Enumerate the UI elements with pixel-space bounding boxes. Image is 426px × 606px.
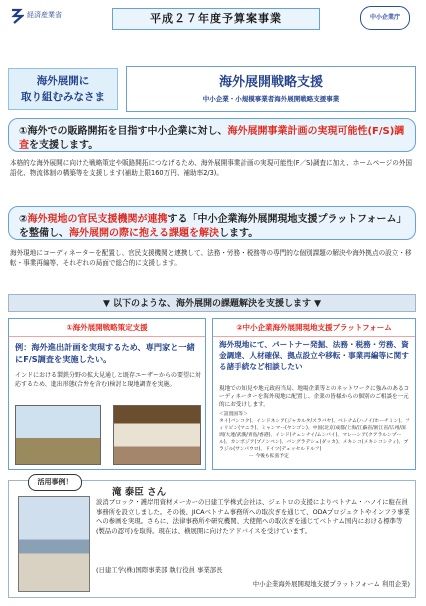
platform-support-body: 現地での知見や地元政府当局、地場企業等とのネットワークに強みのあるコーディネーターを海外現地に配置し、企業の皆様からの個別のご相談を一元的にお受けします。 [219, 386, 410, 409]
section2-lead-box [8, 206, 416, 240]
strategy-support-heading: ①海外展開戦略策定支援 [9, 319, 205, 337]
case-person-name: 滝 泰臣 さん [112, 487, 167, 498]
program-subtitle: 中小企業・小規模事業者海外展開戦略支援事業 [202, 95, 340, 103]
section2-lead-e: します。 [219, 228, 259, 239]
sme-agency-badge: 中小企業庁 [360, 6, 410, 30]
platform-support-heading: ②中小企業海外展開現地支援プラットフォーム [213, 319, 415, 337]
section2-lead-c: する「中小企業海外展開現地支援プラットフォーム」を整備し、 [19, 214, 402, 239]
section2-lead-highlight2: 海外展開の際に抱える課題を解決 [69, 228, 219, 239]
section1-lead-c: を支援します。 [29, 140, 99, 151]
factory-site-photo [15, 405, 101, 465]
case-platform-footer: 中小企業海外展開現地支援プラットフォーム 利用企業) [252, 580, 410, 588]
platform-country-list-head: ＜設置国等＞ [219, 412, 248, 417]
platform-country-list-items: タイ(バンコク)、インドネシア(ジャカルタ/スラバヤ)、ベトナム(ハノイ/ホーチミン)、フィリピン(マニラ)、ミャンマー(ヤンゴン)、中国(北京/成都/上海/江蘇省/浙江省/広州/深圳/大連/武漢/青島/香港)、インド(チェンナイ/ムンバイ)、マレーシア(クアラルンプール)、カンボジア(プノンペン)、バングラデシュ(ダッカ)、メキシコ(メキシコシティ)、ブラジル(サンパウロ)、ドイツ(デュッセルドルフ) [219, 419, 410, 452]
ministry-logo [10, 8, 70, 26]
section1-lead-box [8, 118, 416, 152]
case-company: (日建工学(株)国際事業部 執行役員 事業部長 [96, 566, 223, 574]
ministry-name: 経済産業省 [27, 11, 62, 19]
audience-heading [8, 68, 118, 110]
program-title: 海外展開戦略支援 [218, 75, 323, 90]
meti-logo-icon [10, 8, 24, 24]
section1-lead-a: ①海外での販路開拓を目指す中小企業に対し、 [19, 126, 228, 137]
section2-lead-a: ② [19, 214, 28, 225]
strategy-support-example: 例：海外進出計画を実現するため、専門家と一緒にF/S調査を実施したい。 [15, 342, 195, 364]
section1-body: 本格的な海外展開に向けた戦略策定や販路開拓につなげるため、海外展開事業計画の実現可能性(F／S)調査に加え、ホームページの外国語化、物流体制の構築等を支援します(補助上限160万円、補助率2/3)。 [10, 159, 413, 177]
support-bar: ▼ 以下のような、海外展開の課題解決を支援します ▼ [8, 294, 416, 312]
section2-lead-highlight1: 海外現地の官民支援機関が連携 [27, 214, 168, 225]
audience-heading-line1: 海外展開に [36, 75, 90, 87]
section1-lead-highlight: 海外展開事業計画の実現可能性(F/S)調査 [19, 126, 405, 151]
section2-body: 海外現地にコーディネーターを配置し、官民支援機関と連携して、法務・労務・税務等の専門的な個別課題の解決や海外拠点の設立・移転・事業再編等、それぞれの局面で総合的に支援します。 [10, 249, 412, 267]
program-title-box [126, 66, 416, 112]
platform-country-list-foot: ー 今後も拡張予定 [249, 454, 289, 459]
strategy-support-body: インドにおける製鉄分野の拡大見通しと既存ユーザーからの要望に対応するため、進出形態(合弁を含む)検討と現地調査を実施。 [15, 372, 202, 388]
meeting-photo [113, 405, 201, 465]
case-study-body: 波消ブロック・護岸用資材メーカーの日建工学株式会社は、ジェトロの支援によりベトナム・ハノイに駐在員事務所を設立しました。その後、JICAベトナム事務所への取次ぎを通じて、ODAプロジェクトやインフラ事業への参画を実現。さらに、法律事務所や研究機関、大使館への取次ぎを通じてベトナム国内における標準等(製品の認可)を取得。現在は、横展開に向けたアドバイスを受けています。 [96, 498, 410, 535]
breakwater-photo [18, 496, 90, 592]
case-study-badge: 活用事例！ [28, 474, 82, 491]
audience-heading-line2: 取り組むみなさま [21, 91, 105, 103]
budget-title: 平成２７年度予算案事業 [112, 8, 320, 30]
strategy-support-column [8, 318, 206, 470]
platform-support-example: 海外現地にて、パートナー発掘、法務・税務・労務、資金調達、人材確保、拠点設立や移転・事業再編等に関する諸手続など相談したい [219, 340, 409, 371]
platform-support-column [212, 318, 416, 470]
platform-country-list [219, 411, 411, 460]
